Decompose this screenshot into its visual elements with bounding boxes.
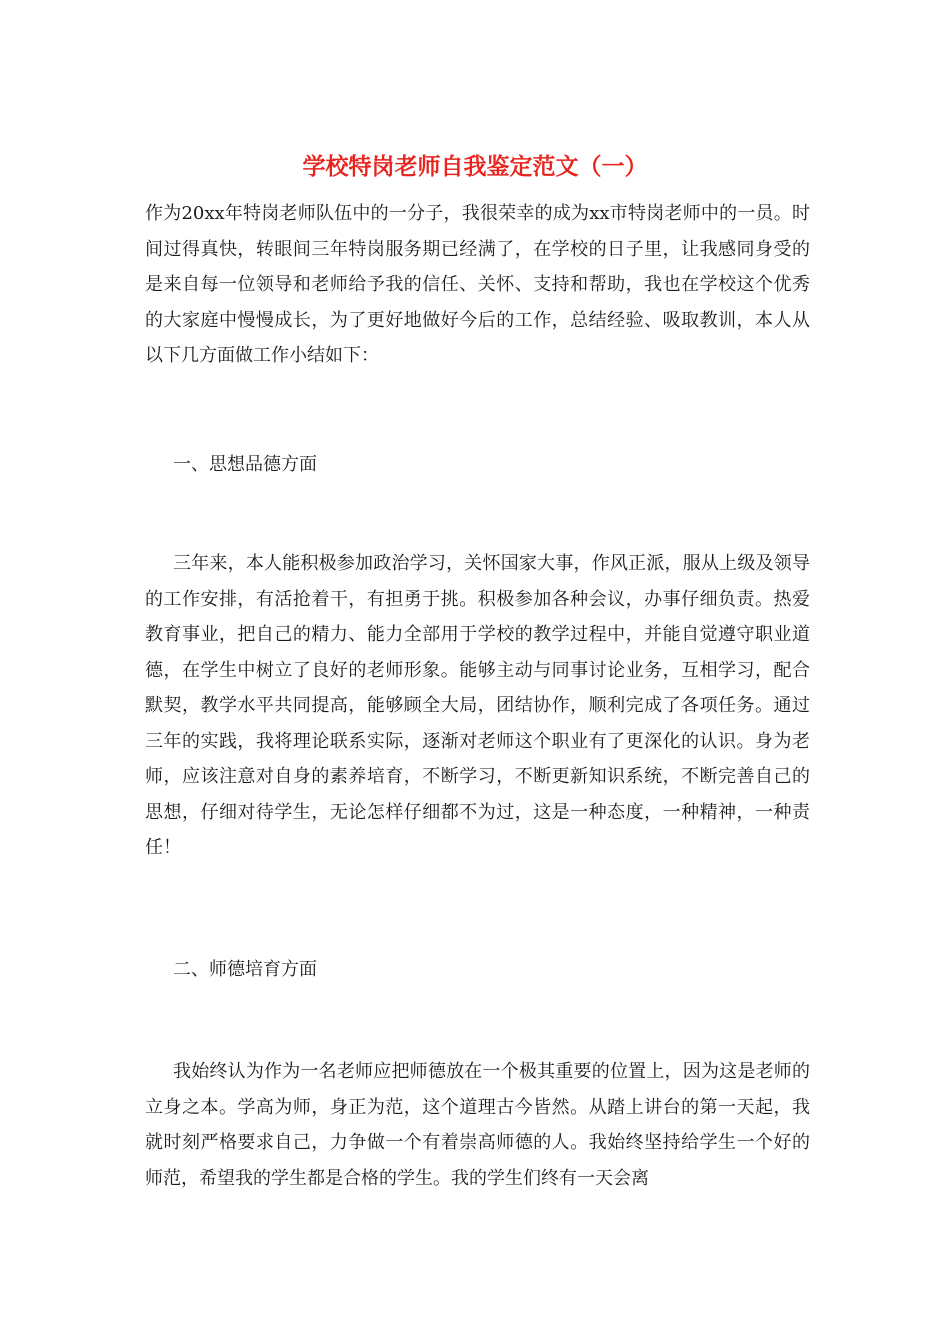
document-title: 学校特岗老师自我鉴定范文（一）	[302, 154, 648, 180]
section-body-1: 三年来，本人能积极参加政治学习，关怀国家大事，作风正派，服从上级及领导的工作安排，有活抢着干，有担勇于挑。积极参加各种会议，办事仔细负责。热爱教育事业，把自己的精力、能力全部用于学校的教学过程中，并能自觉遵守职业道德，在学生中树立了良好的老师形象。能够主动与同事讨论业务，互相学习，配合默契，教学水平共同提高，能够顾全大局，团结协作，顺利完成了各项任务。通过三年的实践，我将理论联系实际，逐渐对老师这个职业有了更深化的认识。身为老师，应该注意对自身的素养培育，不断学习，不断更新知识系统，不断完善自己的思想，仔细对待学生，无论怎样仔细都不为过，这是一种态度，一种精神，一种责任！	[145, 553, 810, 858]
section-body-2: 我始终认为作为一名老师应把师德放在一个极其重要的位置上，因为这是老师的立身之本。学高为师，身正为范，这个道理古今皆然。从踏上讲台的第一天起，我就时刻严格要求自己，力争做一个有着崇高师德的人。我始终坚持给学生一个好的师范，希望我的学生都是合格的学生。我的学生们终有一天会离	[145, 1061, 810, 1189]
intro-paragraph: 作为20xx年特岗老师队伍中的一分子，我很荣幸的成为xx市特岗老师中的一员。时间过得真快，转眼间三年特岗服务期已经满了，在学校的日子里，让我感同身受的是来自每一位领导和老师给予我的信任、关怀、支持和帮助，我也在学校这个优秀的大家庭中慢慢成长，为了更好地做好今后的工作，总结经验、吸取教训，本人从以下几方面做工作小结如下：	[145, 203, 810, 366]
section-heading-2: 二、师德培育方面	[173, 959, 317, 980]
section-heading-1: 一、思想品德方面	[173, 454, 317, 475]
